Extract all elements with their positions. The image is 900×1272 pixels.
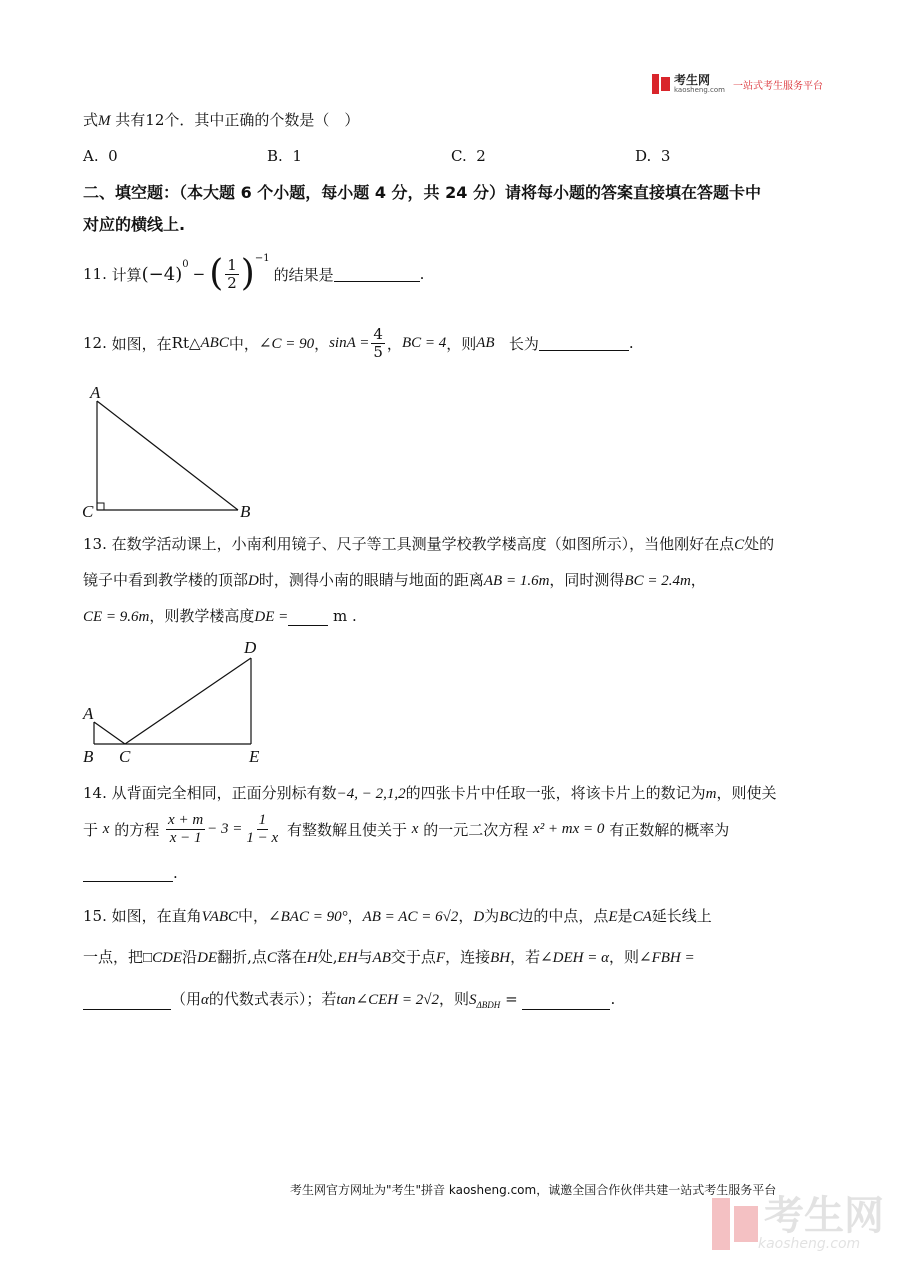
label-c: C xyxy=(119,747,131,766)
question-10-tail: 式M 共有12个．其中正确的个数是（ ） xyxy=(83,111,360,129)
question-15-line2: 一点，把□CDE沿DE翻折,点C落在H处,EH与AB交于点F，连接BH，若∠DEH = α，则∠FBH = xyxy=(83,948,695,966)
watermark-name: 考生网 xyxy=(764,1193,884,1239)
label-a: A xyxy=(90,384,101,402)
footer-text: 考生网官方网址为"考生"拼音 kaosheng.com，诚邀全国合作伙伴共建一站式考生服务平台 xyxy=(290,1183,777,1197)
option-c: C. 2 xyxy=(451,147,486,165)
label-e: E xyxy=(249,747,260,766)
question-13-line2: 镜子中看到教学楼的顶部D时，测得小南的眼睛与地面的距离AB = 1.6m，同时测得BC = 2.4m， xyxy=(83,571,706,589)
question-14-line2: 于 x 的方程 $\frac{x + m}{x - 1}$ − 3 = $\frac{1}{1 - x}$ 有整数解且使关于 x 的一元二次方程 x² + mx = 0 有正数解的概率为 xyxy=(83,812,730,846)
question-14-line3: . xyxy=(83,864,178,882)
label-c: C xyxy=(82,502,94,521)
section-heading-line1: 二、填空题：（本大题 6 个小题，每小题 4 分，共 24 分）请将每小题的答案直接填在答题卡中 xyxy=(83,183,761,202)
label-b: B xyxy=(83,747,94,766)
figure-mirror-building xyxy=(78,636,278,771)
watermark-icon xyxy=(712,1198,758,1250)
watermark-logo xyxy=(712,1193,884,1252)
label-d: D xyxy=(244,638,257,657)
option-d: D. 3 xyxy=(635,147,671,165)
label-a: A xyxy=(83,704,94,723)
question-15-line3: （用α的代数式表示）；若tan∠CEH = 2√2，则$S_{\Delta BDH}$ = . xyxy=(83,988,615,1010)
watermark-url: kaosheng.com xyxy=(758,1236,861,1252)
label-b: B xyxy=(240,502,251,521)
logo-slogan: 一站式考生服务平台 xyxy=(732,80,823,92)
logo-icon xyxy=(652,74,670,94)
header-logo xyxy=(652,74,823,94)
question-14-line1: 14. 从背面完全相同，正面分别标有数−4, − 2,1,2的四张卡片中任取一张，将该卡片上的数记为m，则使关 xyxy=(83,784,777,802)
question-11: 11. 计算 (−4) $^0$ − ( $\frac{1}{2}$ ) $^{-1}$ 的结果是 . xyxy=(83,252,425,294)
question-12: 12. 如图，在 Rt△ ABC 中， ∠C = 90 ， sinA = $\frac{4}{5}$ ， BC = 4 ，则 AB 长为 . xyxy=(83,325,634,361)
logo-url: kaosheng.com xyxy=(674,86,725,94)
option-b: B. 1 xyxy=(267,147,302,165)
figure-right-triangle xyxy=(78,384,268,524)
question-15-line1: 15. 如图，在直角VABC中，∠BAC = 90°，AB = AC = 6√2，D为BC边的中点，点E是CA延长线上 xyxy=(83,907,712,925)
option-a: A. 0 xyxy=(83,147,118,165)
section-heading-line2: 对应的横线上. xyxy=(83,215,186,234)
question-13-line3: CE = 9.6m，则教学楼高度DE = m . xyxy=(83,607,357,625)
logo-name: 考生网 xyxy=(674,73,711,87)
question-13-line1: 13. 在数学活动课上，小南利用镜子、尺子等工具测量学校教学楼高度（如图所示），当他刚好在点C处的 xyxy=(83,535,775,553)
